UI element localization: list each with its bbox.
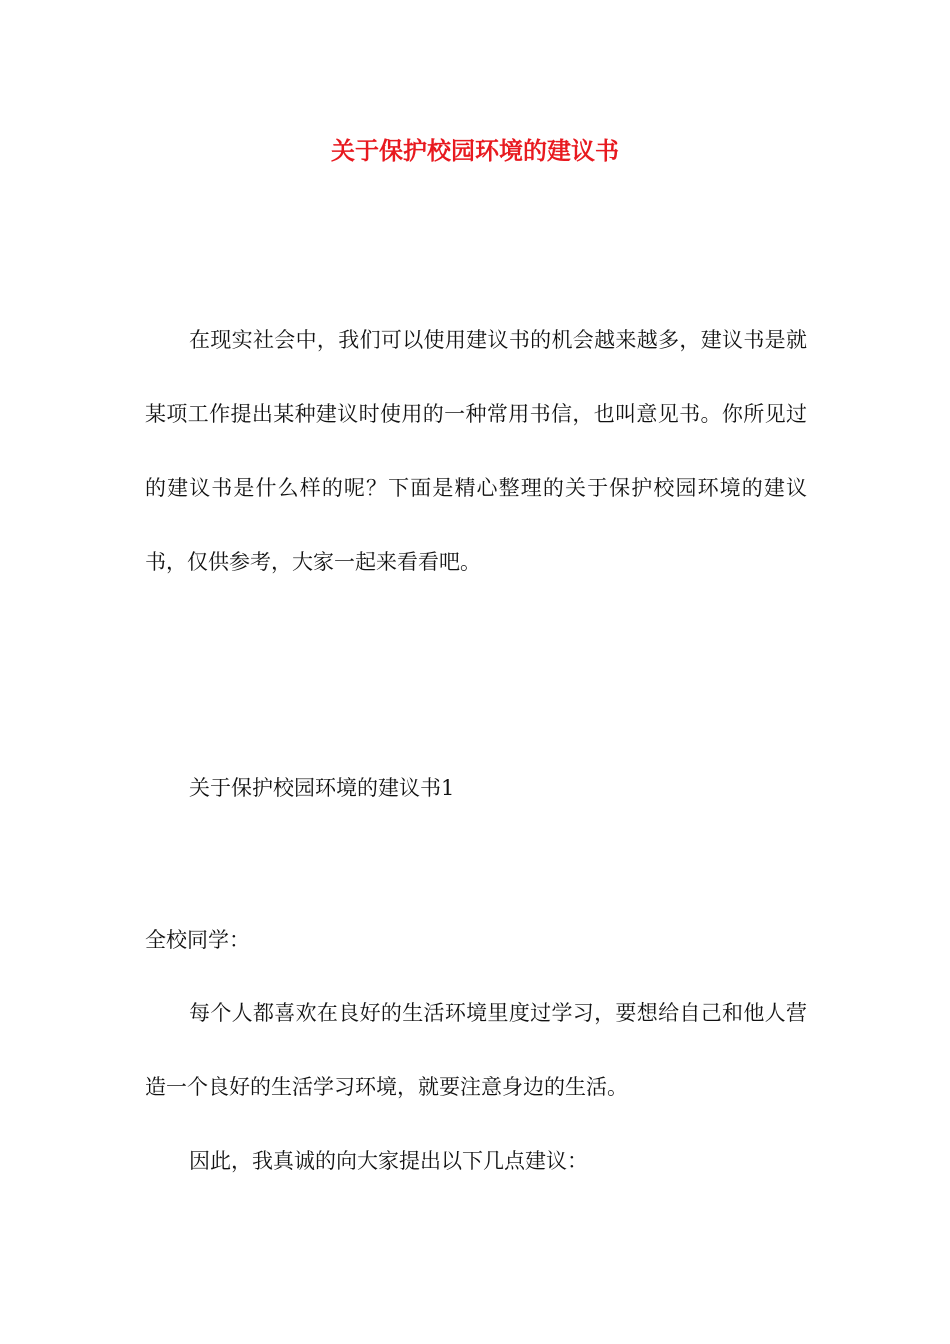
document-title: 关于保护校园环境的建议书 — [331, 136, 619, 165]
section-heading: 关于保护校园环境的建议书1 — [189, 776, 455, 800]
salutation: 全校同学： — [145, 928, 250, 952]
body-paragraph: 每个人都喜欢在良好的生活环境里度过学习，要想给自己和他人营造一个良好的生活学习环境，就要注意身边的生活。 — [145, 1001, 807, 1099]
intro-paragraph: 在现实社会中，我们可以使用建议书的机会越来越多，建议书是就某项工作提出某种建议时使用的一种常用书信，也叫意见书。你所见过的建议书是什么样的呢？下面是精心整理的关于保护校园环境的建议书，仅供参考，大家一起来看看吧。 — [145, 328, 807, 574]
body-paragraph: 因此，我真诚的向大家提出以下几点建议： — [189, 1149, 588, 1173]
